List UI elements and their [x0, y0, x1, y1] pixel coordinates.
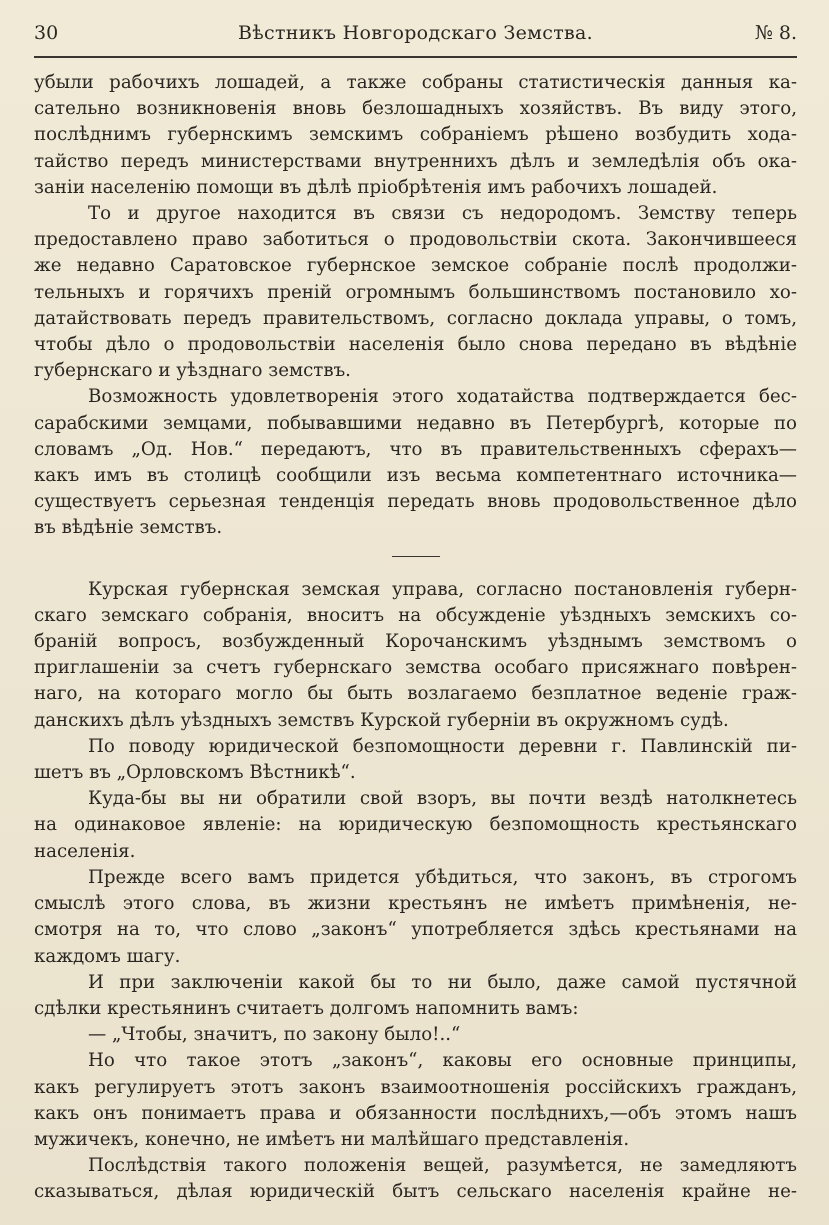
text-line: какъ имъ въ столицѣ сообщили изъ весьма компетентнаго источника—	[34, 465, 797, 487]
journal-title: Вѣстникъ Новгородскаго Земства.	[238, 22, 593, 44]
section-2	[34, 577, 797, 1206]
text-line: населенія.	[34, 840, 136, 862]
text-line: сарабскими земцами, побывавшими недавно въ Петербургѣ, которые по	[34, 412, 797, 434]
text-line: сдѣлки крестьянинъ считаетъ долгомъ напомнить вамъ:	[34, 997, 579, 1019]
text-line: Послѣдствія такого положенія вещей, разумѣется, не замедляютъ	[88, 1155, 797, 1177]
text-line: тайство передъ министерствами внутреннихъ дѣлъ и земледѣлія объ ока-	[34, 150, 797, 172]
text-line: мужичекъ, конечно, не имѣетъ ни малѣйшаго представленія.	[34, 1128, 630, 1150]
text-line: датайствовать передъ правительствомъ, согласно доклада управы, о томъ,	[34, 307, 797, 329]
text-line: убыли рабочихъ лошадей, а также собраны статистическія данныя ка-	[34, 72, 797, 93]
text-line: же недавно Саратовское губернское земское собраніе послѣ продолжи-	[34, 255, 797, 277]
page-number: 30	[34, 22, 59, 44]
text-line: существуетъ серьезная тенденція передать вновь продовольственное дѣло	[34, 491, 797, 513]
text-line: заніи населенію помощи въ дѣлѣ пріобрѣтенія имъ рабочихъ лошадей.	[34, 176, 718, 198]
text-line: Курская губернская земская управа, согласно постановленія губерн-	[88, 578, 797, 600]
text-line: сказываться, дѣлая юридическій бытъ сельскаго населенія крайне не-	[34, 1181, 797, 1203]
body-text	[34, 70, 797, 1206]
text-line: чтобы дѣло о продовольствіи населенія было снова передано въ вѣдѣніе	[34, 334, 797, 356]
text-line: послѣднимъ губернскимъ земскимъ собраніемъ рѣшено возбудить хода-	[34, 124, 797, 146]
text-line: Но что такое этотъ „законъ“, каковы его основные принципы,	[88, 1050, 797, 1072]
text-line: сательно возникновенія вновь безлошадныхъ хозяйствъ. Въ виду этого,	[34, 98, 797, 120]
text-line: — „Чтобы, значитъ, по закону было!..“	[88, 1024, 461, 1046]
text-line: И при заключеніи какой бы то ни было, даже самой пустячной	[88, 971, 797, 993]
text-line: смотря на то, что слово „законъ“ употребляется здѣсь крестьянами на	[34, 919, 797, 941]
text-line: Возможность удовлетворенія этого ходатайства подтверждается бес-	[88, 386, 797, 408]
text-line: какъ регулируетъ этотъ законъ взаимоотношенія россійскихъ гражданъ,	[34, 1076, 797, 1098]
text-line: въ вѣдѣніе земствъ.	[34, 517, 223, 539]
header-rule	[34, 56, 797, 58]
text-line: предоставлено право заботиться о продовольствіи скота. Закончившееся	[34, 229, 797, 251]
text-line: Куда-бы вы ни обратили свой взоръ, вы почти вездѣ натолкнетесь	[88, 788, 797, 810]
text-line: какъ онъ понимаетъ права и обязанности послѣднихъ,—объ этомъ нашъ	[34, 1102, 797, 1124]
text-line: То и другое находится въ связи съ недородомъ. Земству теперь	[88, 203, 797, 225]
text-line: каждомъ шагу.	[34, 945, 181, 967]
section-divider	[392, 556, 440, 557]
section-1	[34, 70, 797, 542]
issue-number: № 8.	[754, 22, 797, 44]
text-line: наго, на котораго могло бы быть возлагаемо безплатное веденіе граж-	[34, 683, 797, 705]
text-line: губернскаго и уѣзднаго земствъ.	[34, 360, 351, 382]
text-line: приглашеніи за счетъ губернскаго земства особаго присяжнаго повѣрен-	[34, 657, 797, 679]
text-line: скаго земскаго собранія, вноситъ на обсужденіе уѣздныхъ земскихъ со-	[34, 604, 797, 626]
text-line: По поводу юридической безпомощности деревни г. Павлинскій пи-	[88, 735, 797, 757]
text-line: словамъ „Од. Нов.“ передаютъ, что въ правительственныхъ сферахъ—	[34, 438, 797, 460]
text-line: браній вопросъ, возбужденный Корочанскимъ уѣзднымъ земствомъ о	[34, 631, 797, 653]
page-header	[34, 16, 797, 50]
text-line: на одинаковое явленіе: на юридическую безпомощность крестьянскаго	[34, 814, 797, 836]
text-line: тельныхъ и горячихъ преній огромнымъ большинствомъ постановило хо-	[34, 281, 797, 303]
text-line: смыслѣ этого слова, въ жизни крестьянъ не имѣетъ примѣненія, не-	[34, 893, 797, 915]
text-line: шетъ въ „Орловскомъ Вѣстникѣ“.	[34, 762, 356, 784]
text-line: Прежде всего вамъ придется убѣдиться, что законъ, въ строгомъ	[88, 866, 797, 888]
text-line: данскихъ дѣлъ уѣздныхъ земствъ Курской губерніи въ окружномъ судѣ.	[34, 709, 729, 731]
